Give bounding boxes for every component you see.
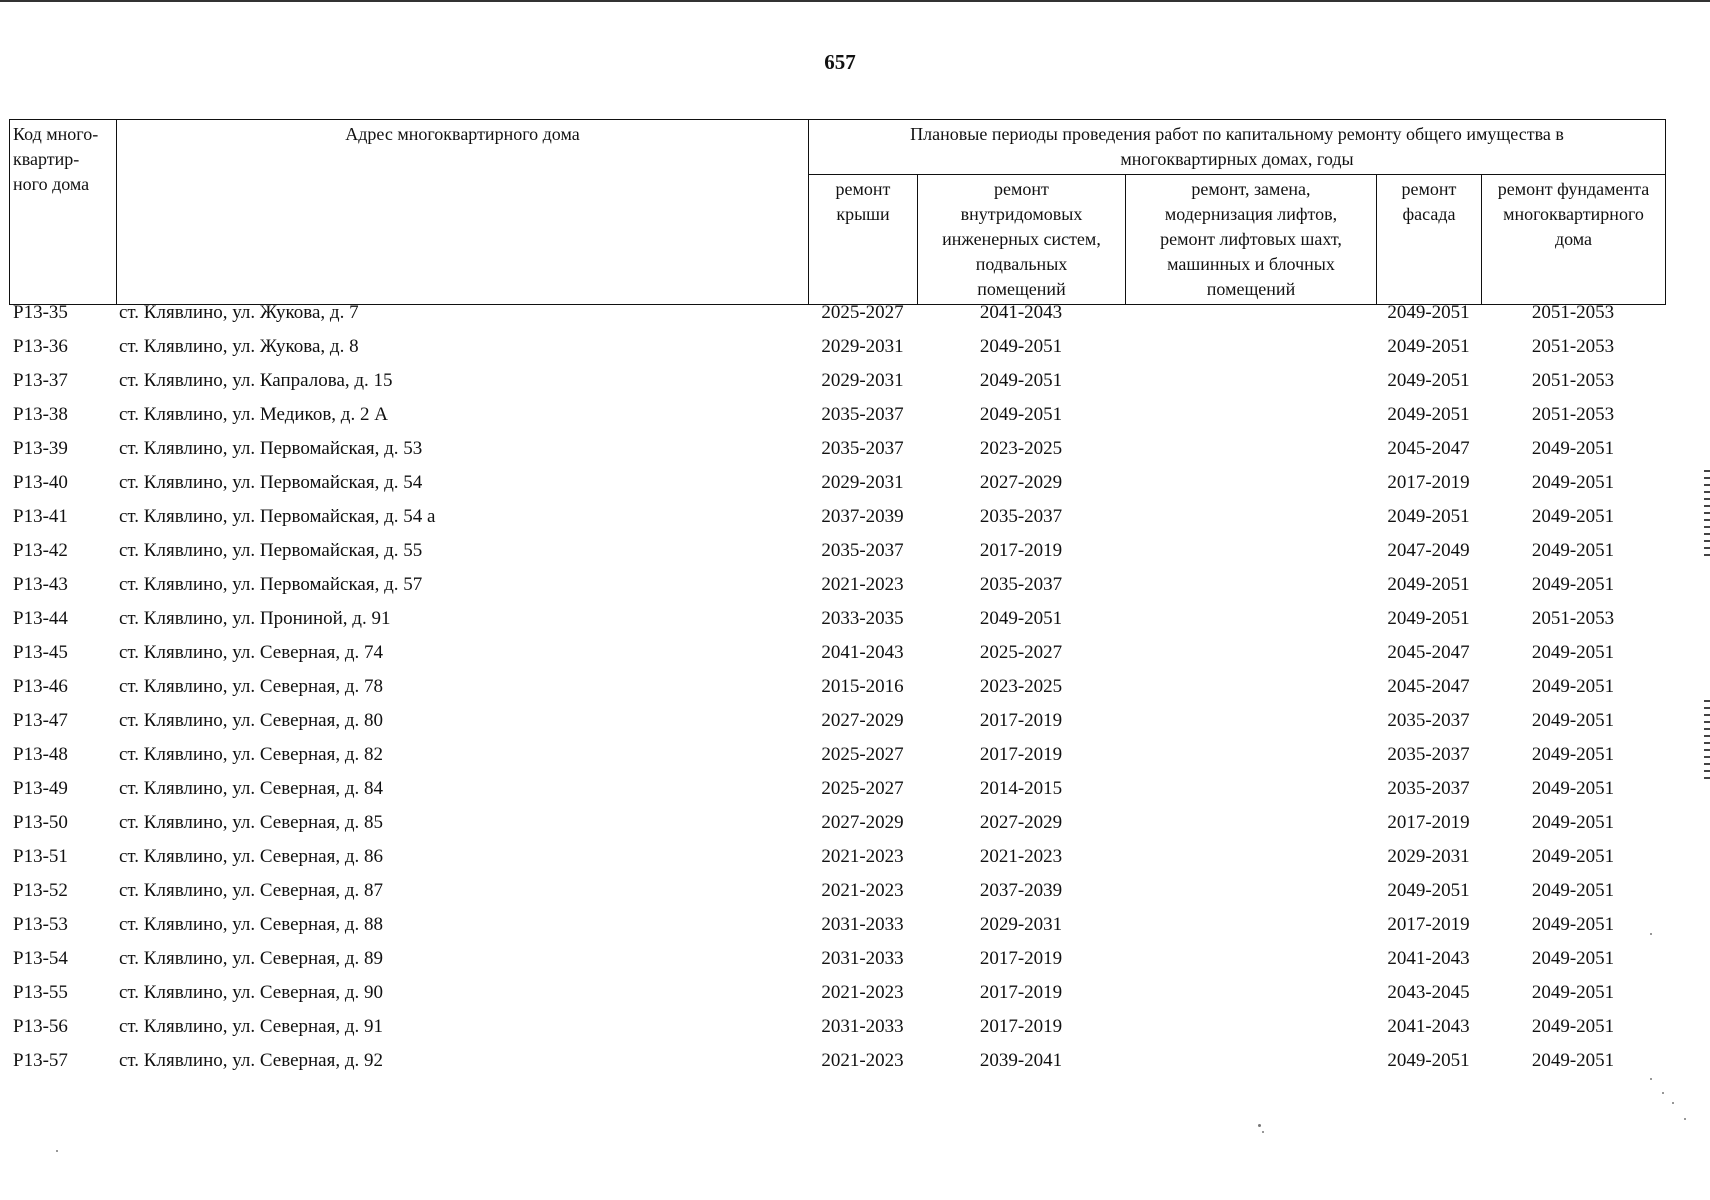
row-engineering: 2037-2039	[979, 880, 1063, 901]
row-roof: 2025-2027	[821, 744, 904, 765]
header-address: Адрес многоквартирного дома	[117, 120, 809, 305]
row-lifts	[1125, 1050, 1376, 1084]
row-foundation: 2051-2053	[1531, 302, 1615, 323]
row-roof: 2021-2023	[821, 846, 904, 867]
row-roof: 2031-2033	[821, 948, 904, 969]
row-address: ст. Клявлино, ул. Первомайская, д. 54	[119, 472, 423, 493]
row-facade: 2045-2047	[1387, 676, 1470, 697]
scan-edge-marks	[1704, 700, 1710, 780]
row-engineering: 2049-2051	[979, 404, 1063, 425]
row-engineering: 2017-2019	[979, 1016, 1063, 1037]
row-code: Р13-42	[13, 540, 68, 561]
row-lifts	[1125, 846, 1376, 880]
row-code: Р13-56	[13, 1016, 68, 1037]
row-code: Р13-52	[13, 880, 68, 901]
row-foundation: 2049-2051	[1531, 642, 1615, 663]
row-address: ст. Клявлино, ул. Северная, д. 74	[119, 642, 384, 663]
row-lifts	[1125, 778, 1376, 812]
row-lifts	[1125, 472, 1376, 506]
row-foundation: 2049-2051	[1531, 914, 1615, 935]
table-row	[9, 982, 1665, 1016]
table-row	[9, 438, 1665, 472]
row-foundation: 2049-2051	[1531, 846, 1615, 867]
row-address: ст. Клявлино, ул. Медиков, д. 2 А	[119, 404, 388, 425]
row-foundation: 2049-2051	[1531, 1016, 1615, 1037]
row-facade: 2043-2045	[1387, 982, 1470, 1003]
row-lifts	[1125, 608, 1376, 642]
row-lifts	[1125, 404, 1376, 438]
row-code: Р13-57	[13, 1050, 68, 1071]
row-address: ст. Клявлино, ул. Северная, д. 91	[119, 1016, 384, 1037]
table-row	[9, 1050, 1665, 1084]
header-foundation: ремонт фундамента многоквартирного дома	[1482, 175, 1666, 305]
table-row	[9, 336, 1665, 370]
row-engineering: 2035-2037	[979, 574, 1063, 595]
table-row	[9, 472, 1665, 506]
row-code: Р13-50	[13, 812, 68, 833]
row-address: ст. Клявлино, ул. Первомайская, д. 57	[119, 574, 423, 595]
row-engineering: 2041-2043	[979, 302, 1063, 323]
row-address: ст. Клявлино, ул. Жукова, д. 8	[119, 336, 359, 357]
row-foundation: 2049-2051	[1531, 540, 1615, 561]
table-row	[9, 744, 1665, 778]
row-engineering: 2049-2051	[979, 336, 1063, 357]
row-facade: 2047-2049	[1387, 540, 1470, 561]
row-code: Р13-36	[13, 336, 68, 357]
row-foundation: 2049-2051	[1531, 744, 1615, 765]
row-roof: 2021-2023	[821, 574, 904, 595]
scan-edge-marks	[1704, 470, 1710, 560]
row-code: Р13-49	[13, 778, 68, 799]
row-address: ст. Клявлино, ул. Северная, д. 80	[119, 710, 384, 731]
row-foundation: 2051-2053	[1531, 404, 1615, 425]
row-address: ст. Клявлино, ул. Северная, д. 90	[119, 982, 384, 1003]
row-foundation: 2051-2053	[1531, 336, 1615, 357]
row-foundation: 2049-2051	[1531, 1050, 1615, 1071]
scan-speck	[1684, 1118, 1686, 1120]
table-row	[9, 404, 1665, 438]
row-roof: 2025-2027	[821, 778, 904, 799]
row-address: ст. Клявлино, ул. Северная, д. 78	[119, 676, 384, 697]
row-foundation: 2049-2051	[1531, 574, 1615, 595]
row-address: ст. Клявлино, ул. Первомайская, д. 53	[119, 438, 423, 459]
row-engineering: 2025-2027	[979, 642, 1063, 663]
row-foundation: 2051-2053	[1531, 370, 1615, 391]
row-facade: 2049-2051	[1387, 1050, 1470, 1071]
row-roof: 2021-2023	[821, 1050, 904, 1071]
scan-speck	[1650, 1078, 1652, 1080]
row-roof: 2021-2023	[821, 982, 904, 1003]
row-facade: 2041-2043	[1387, 1016, 1470, 1037]
row-engineering: 2014-2015	[979, 778, 1063, 799]
table-row	[9, 710, 1665, 744]
row-code: Р13-43	[13, 574, 68, 595]
row-code: Р13-44	[13, 608, 68, 629]
top-rule	[0, 0, 1710, 2]
table-row	[9, 506, 1665, 540]
row-facade: 2049-2051	[1387, 574, 1470, 595]
row-roof: 2041-2043	[821, 642, 904, 663]
row-foundation: 2049-2051	[1531, 472, 1615, 493]
row-address: ст. Клявлино, ул. Северная, д. 88	[119, 914, 384, 935]
row-engineering: 2017-2019	[979, 744, 1063, 765]
row-facade: 2049-2051	[1387, 370, 1470, 391]
row-address: ст. Клявлино, ул. Северная, д. 85	[119, 812, 384, 833]
row-engineering: 2023-2025	[979, 676, 1063, 697]
row-foundation: 2049-2051	[1531, 982, 1615, 1003]
row-code: Р13-48	[13, 744, 68, 765]
row-engineering: 2021-2023	[979, 846, 1063, 867]
row-lifts	[1125, 982, 1376, 1016]
table-row	[9, 676, 1665, 710]
row-facade: 2017-2019	[1387, 472, 1470, 493]
row-engineering: 2017-2019	[979, 982, 1063, 1003]
header-engineering: ремонт внутридомовых инженерных систем, подвальных помещений	[918, 175, 1126, 305]
row-code: Р13-51	[13, 846, 68, 867]
row-engineering: 2029-2031	[979, 914, 1063, 935]
row-foundation: 2049-2051	[1531, 506, 1615, 527]
row-address: ст. Клявлино, ул. Прониной, д. 91	[119, 608, 391, 629]
row-lifts	[1125, 506, 1376, 540]
row-foundation: 2049-2051	[1531, 438, 1615, 459]
row-roof: 2027-2029	[821, 710, 904, 731]
row-engineering: 2035-2037	[979, 506, 1063, 527]
row-facade: 2049-2051	[1387, 302, 1470, 323]
row-facade: 2049-2051	[1387, 608, 1470, 629]
row-address: ст. Клявлино, ул. Северная, д. 92	[119, 1050, 384, 1071]
row-roof: 2029-2031	[821, 472, 904, 493]
row-roof: 2033-2035	[821, 608, 904, 629]
row-code: Р13-53	[13, 914, 68, 935]
table-header	[9, 119, 1666, 305]
row-engineering: 2049-2051	[979, 608, 1063, 629]
table-row	[9, 812, 1665, 846]
row-code: Р13-40	[13, 472, 68, 493]
row-facade: 2049-2051	[1387, 880, 1470, 901]
row-lifts	[1125, 642, 1376, 676]
table-row	[9, 540, 1665, 574]
row-address: ст. Клявлино, ул. Северная, д. 84	[119, 778, 384, 799]
table-body	[9, 302, 1665, 1084]
page-number: 657	[824, 50, 856, 74]
row-lifts	[1125, 540, 1376, 574]
header-facade: ремонт фасада	[1377, 175, 1482, 305]
row-facade: 2029-2031	[1387, 846, 1470, 867]
row-lifts	[1125, 336, 1376, 370]
row-roof: 2035-2037	[821, 438, 904, 459]
row-facade: 2017-2019	[1387, 914, 1470, 935]
row-facade: 2049-2051	[1387, 404, 1470, 425]
row-facade: 2045-2047	[1387, 642, 1470, 663]
table-row	[9, 1016, 1665, 1050]
table-row	[9, 642, 1665, 676]
header-code: Код много- квартир- ного дома	[10, 120, 117, 305]
row-address: ст. Клявлино, ул. Капралова, д. 15	[119, 370, 393, 391]
row-roof: 2037-2039	[821, 506, 904, 527]
row-address: ст. Клявлино, ул. Первомайская, д. 55	[119, 540, 423, 561]
header-roof: ремонт крыши	[809, 175, 918, 305]
row-address: ст. Клявлино, ул. Северная, д. 89	[119, 948, 384, 969]
scan-speck	[1662, 1092, 1664, 1094]
row-lifts	[1125, 370, 1376, 404]
row-roof: 2027-2029	[821, 812, 904, 833]
table-row	[9, 302, 1665, 336]
row-lifts	[1125, 812, 1376, 846]
row-engineering: 2017-2019	[979, 948, 1063, 969]
row-address: ст. Клявлино, ул. Северная, д. 86	[119, 846, 384, 867]
row-address: ст. Клявлино, ул. Северная, д. 82	[119, 744, 384, 765]
row-lifts	[1125, 744, 1376, 778]
row-engineering: 2017-2019	[979, 710, 1063, 731]
table-row	[9, 608, 1665, 642]
row-foundation: 2049-2051	[1531, 880, 1615, 901]
row-lifts	[1125, 880, 1376, 914]
row-lifts	[1125, 676, 1376, 710]
row-engineering: 2027-2029	[979, 812, 1063, 833]
row-roof: 2031-2033	[821, 914, 904, 935]
row-roof: 2035-2037	[821, 540, 904, 561]
row-code: Р13-45	[13, 642, 68, 663]
row-code: Р13-41	[13, 506, 68, 527]
header-periods: Плановые периоды проведения работ по капитальному ремонту общего имущества в многоквартирных домах, годы	[809, 120, 1666, 175]
scan-speck	[56, 1150, 58, 1152]
scan-speck	[1262, 1131, 1264, 1133]
row-foundation: 2049-2051	[1531, 778, 1615, 799]
table-row	[9, 948, 1665, 982]
table-row	[9, 880, 1665, 914]
row-roof: 2021-2023	[821, 880, 904, 901]
table-rows	[9, 302, 1665, 1084]
row-engineering: 2023-2025	[979, 438, 1063, 459]
row-foundation: 2049-2051	[1531, 710, 1615, 731]
row-facade: 2045-2047	[1387, 438, 1470, 459]
row-foundation: 2051-2053	[1531, 608, 1615, 629]
row-engineering: 2049-2051	[979, 370, 1063, 391]
table-row	[9, 574, 1665, 608]
row-code: Р13-54	[13, 948, 68, 969]
row-foundation: 2049-2051	[1531, 948, 1615, 969]
row-engineering: 2027-2029	[979, 472, 1063, 493]
header-lifts: ремонт, замена, модернизация лифтов, ремонт лифтовых шахт, машинных и блочных помещений	[1126, 175, 1377, 305]
row-roof: 2035-2037	[821, 404, 904, 425]
row-foundation: 2049-2051	[1531, 812, 1615, 833]
row-code: Р13-37	[13, 370, 68, 391]
row-code: Р13-55	[13, 982, 68, 1003]
table-row	[9, 914, 1665, 948]
row-address: ст. Клявлино, ул. Первомайская, д. 54 а	[119, 506, 436, 527]
row-roof: 2031-2033	[821, 1016, 904, 1037]
scan-speck	[1258, 1124, 1261, 1127]
row-engineering: 2039-2041	[979, 1050, 1063, 1071]
row-lifts	[1125, 438, 1376, 472]
row-foundation: 2049-2051	[1531, 676, 1615, 697]
row-facade: 2041-2043	[1387, 948, 1470, 969]
table-row	[9, 778, 1665, 812]
row-roof: 2015-2016	[821, 676, 904, 697]
row-address: ст. Клявлино, ул. Жукова, д. 7	[119, 302, 359, 323]
row-roof: 2029-2031	[821, 336, 904, 357]
row-engineering: 2017-2019	[979, 540, 1063, 561]
row-facade: 2035-2037	[1387, 778, 1470, 799]
row-facade: 2035-2037	[1387, 744, 1470, 765]
row-code: Р13-39	[13, 438, 68, 459]
row-lifts	[1125, 914, 1376, 948]
scan-speck	[1650, 933, 1652, 935]
row-lifts	[1125, 302, 1376, 336]
row-roof: 2029-2031	[821, 370, 904, 391]
scan-speck	[1672, 1102, 1674, 1104]
row-lifts	[1125, 1016, 1376, 1050]
row-code: Р13-35	[13, 302, 68, 323]
row-lifts	[1125, 710, 1376, 744]
row-lifts	[1125, 574, 1376, 608]
row-lifts	[1125, 948, 1376, 982]
row-facade: 2049-2051	[1387, 506, 1470, 527]
row-facade: 2017-2019	[1387, 812, 1470, 833]
row-address: ст. Клявлино, ул. Северная, д. 87	[119, 880, 384, 901]
row-facade: 2049-2051	[1387, 336, 1470, 357]
table-row	[9, 846, 1665, 880]
table-row	[9, 370, 1665, 404]
row-roof: 2025-2027	[821, 302, 904, 323]
row-code: Р13-38	[13, 404, 68, 425]
row-code: Р13-46	[13, 676, 68, 697]
row-code: Р13-47	[13, 710, 68, 731]
row-facade: 2035-2037	[1387, 710, 1470, 731]
